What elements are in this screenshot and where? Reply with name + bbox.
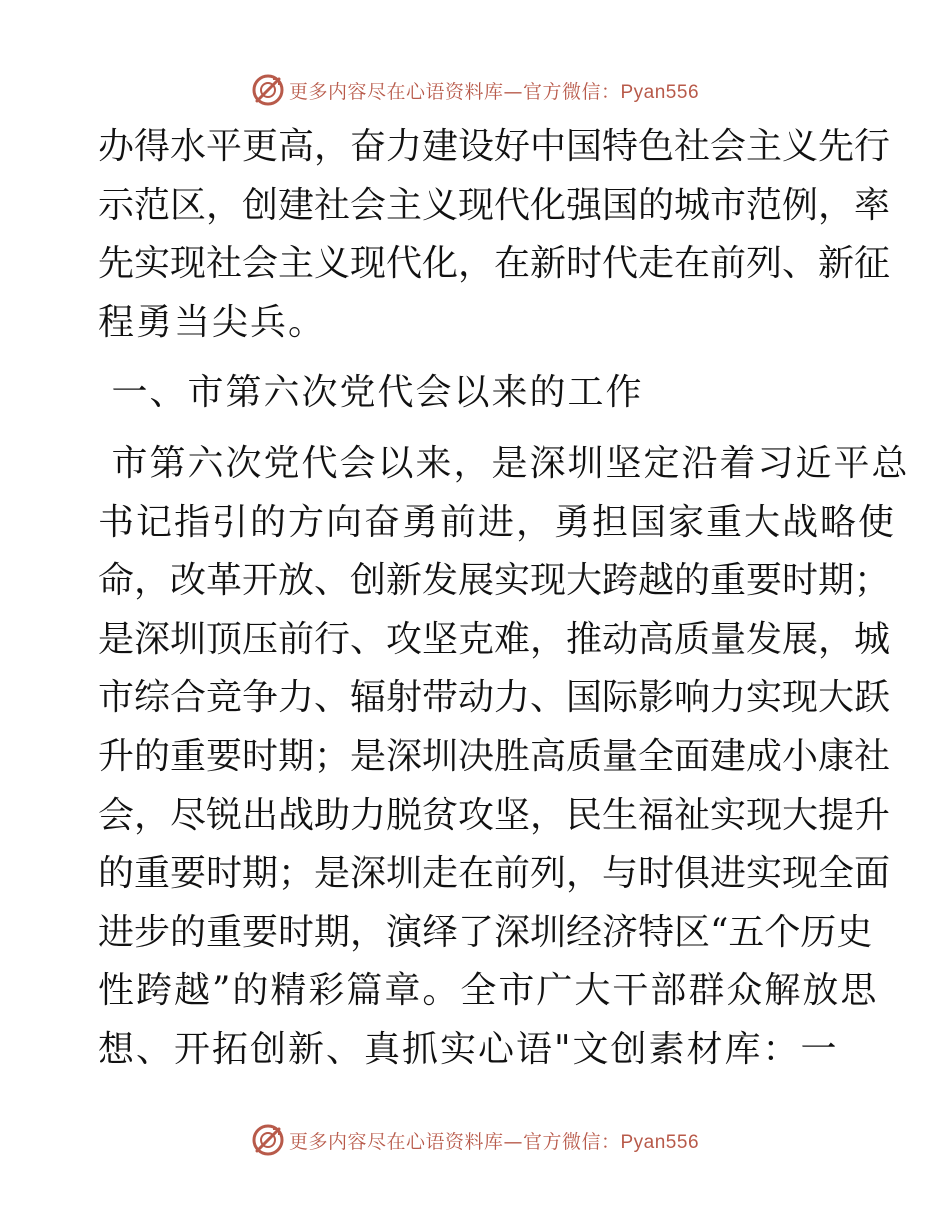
text-line: 程勇当尖兵。 — [98, 301, 327, 343]
text-line: 办得水平更高，奋力建设好中国特色社会主义先行 — [98, 126, 891, 167]
text-line: 升的重要时期；是深圳决胜高质量全面建成小康社 — [98, 735, 891, 777]
logo-icon — [251, 1123, 285, 1157]
text-line: 进步的重要时期，演绎了深圳经济特区“五个历史 — [98, 911, 873, 953]
text-line: 性跨越”的精彩篇章。全市广大干部群众解放思 — [98, 970, 879, 1012]
wechat-id: Pyan556 — [620, 1131, 700, 1153]
footer-watermark — [0, 1120, 950, 1160]
text-line: 书记指引的方向奋勇前进，勇担国家重大战略使 — [98, 501, 897, 543]
text-line: 命，改革开放、创新发展实现大跨越的重要时期； — [98, 560, 891, 602]
section-heading: 一、市第六次党代会以来的工作 — [98, 372, 644, 414]
logo-icon — [251, 73, 285, 107]
text-line: 市综合竞争力、辐射带动力、国际影响力实现大跃 — [98, 677, 891, 719]
banner-text: 更多内容尽在心语资料库—官方微信： — [288, 80, 621, 103]
text-line: 会，尽锐出战助力脱贫攻坚，民生福祉实现大提升 — [98, 794, 891, 836]
banner-text: 更多内容尽在心语资料库—官方微信： — [288, 1130, 621, 1153]
text-line: 先实现社会主义现代化，在新时代走在前列、新征 — [98, 243, 891, 285]
text-line: 示范区，创建社会主义现代化强国的城市范例，率 — [98, 184, 891, 226]
document-body — [98, 118, 910, 1080]
wechat-id: Pyan556 — [620, 81, 700, 103]
text-line: 是深圳顶压前行、攻坚克难，推动高质量发展，城 — [98, 618, 891, 660]
text-line: 的重要时期；是深圳走在前列，与时俱进实现全面 — [98, 853, 891, 895]
text-line: 市第六次党代会以来，是深圳坚定沿着习近平总 — [98, 442, 910, 484]
header-watermark — [0, 70, 950, 110]
text-line: 想、开拓创新、真抓实心语"文创素材库：一 — [98, 1028, 839, 1070]
